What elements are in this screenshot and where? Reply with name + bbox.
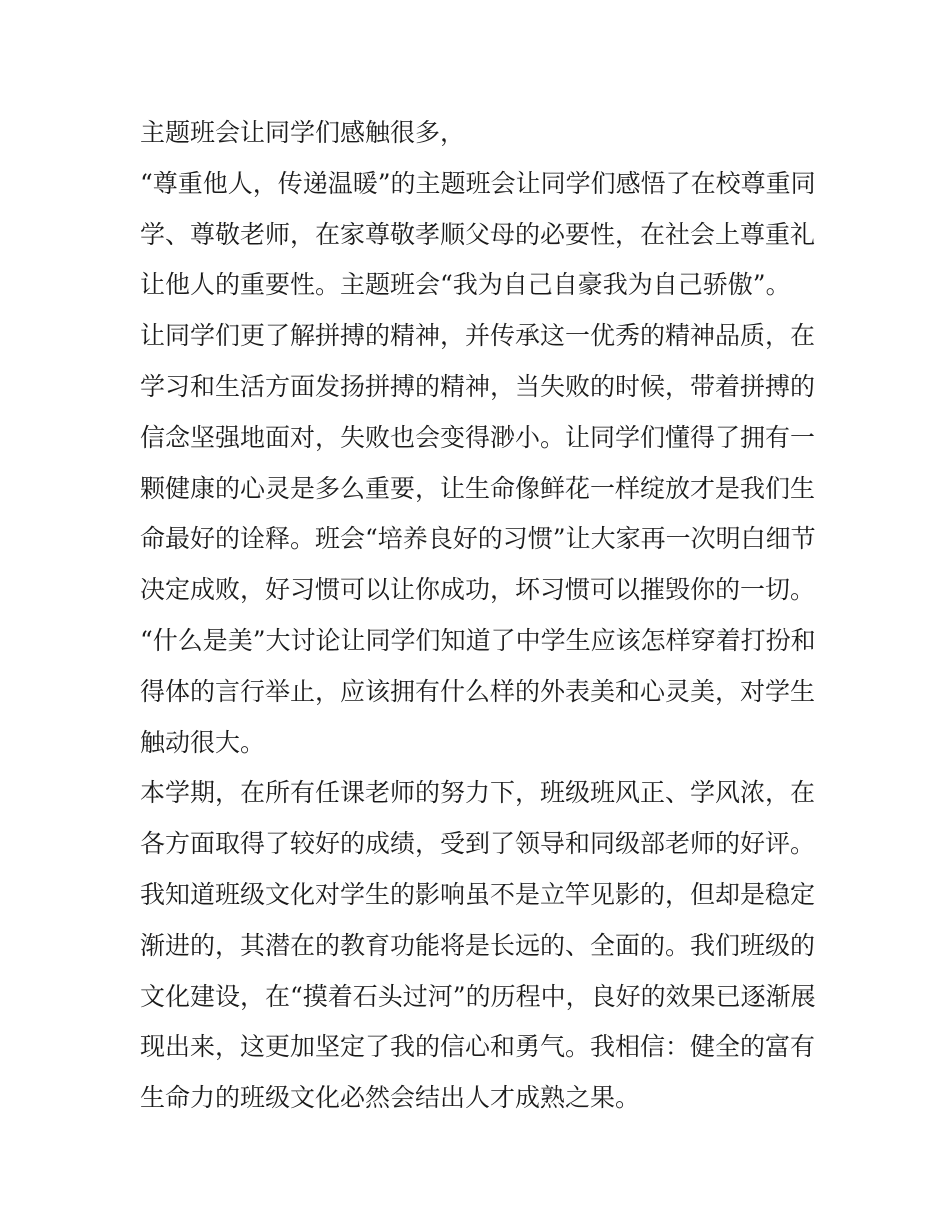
- text-line: 让他人的重要性。主题班会“我为自己自豪我为自己骄傲”。: [140, 270, 791, 300]
- text-line: “尊重他人，传递温暖”的主题班会让同学们感悟了在校尊重同: [140, 168, 816, 198]
- body-text: [140, 108, 830, 1124]
- text-line: 学、尊敬老师，在家尊敬孝顺父母的必要性，在社会上尊重礼: [140, 219, 816, 249]
- text-line: 触动很大。: [140, 727, 266, 757]
- text-line: 命最好的诠释。班会“培养良好的习惯”让大家再一次明白细节: [140, 524, 816, 554]
- text-line: 生命力的班级文化必然会结出人才成熟之果。: [140, 1083, 641, 1113]
- text-line: 各方面取得了较好的成绩，受到了领导和同级部老师的好评。: [140, 829, 816, 859]
- text-line: 本学期，在所有任课老师的努力下，班级班风正、学风浓，在: [140, 778, 816, 808]
- text-line: “什么是美”大讨论让同学们知道了中学生应该怎样穿着打扮和: [140, 625, 816, 655]
- text-line: 决定成败，好习惯可以让你成功，坏习惯可以摧毁你的一切。: [140, 575, 816, 605]
- text-line: 我知道班级文化对学生的影响虽不是立竿见影的，但却是稳定: [140, 879, 816, 909]
- text-line: 让同学们更了解拼搏的精神，并传承这一优秀的精神品质，在: [140, 321, 816, 351]
- text-line: 现出来，这更加坚定了我的信心和勇气。我相信：健全的富有: [140, 1032, 816, 1062]
- text-line: 文化建设，在“摸着石头过河”的历程中，良好的效果已逐渐展: [140, 981, 816, 1011]
- text-line: 得体的言行举止，应该拥有什么样的外表美和心灵美，对学生: [140, 676, 816, 706]
- text-line: 主题班会让同学们感触很多，: [140, 118, 466, 147]
- text-line: 信念坚强地面对，失败也会变得渺小。让同学们懂得了拥有一: [140, 422, 816, 452]
- text-line: 学习和生活方面发扬拼搏的精神，当失败的时候，带着拼搏的: [140, 371, 816, 401]
- text-line: 渐进的，其潜在的教育功能将是长远的、全面的。我们班级的: [140, 930, 816, 960]
- text-line: 颗健康的心灵是多么重要，让生命像鲜花一样绽放才是我们生: [140, 473, 816, 503]
